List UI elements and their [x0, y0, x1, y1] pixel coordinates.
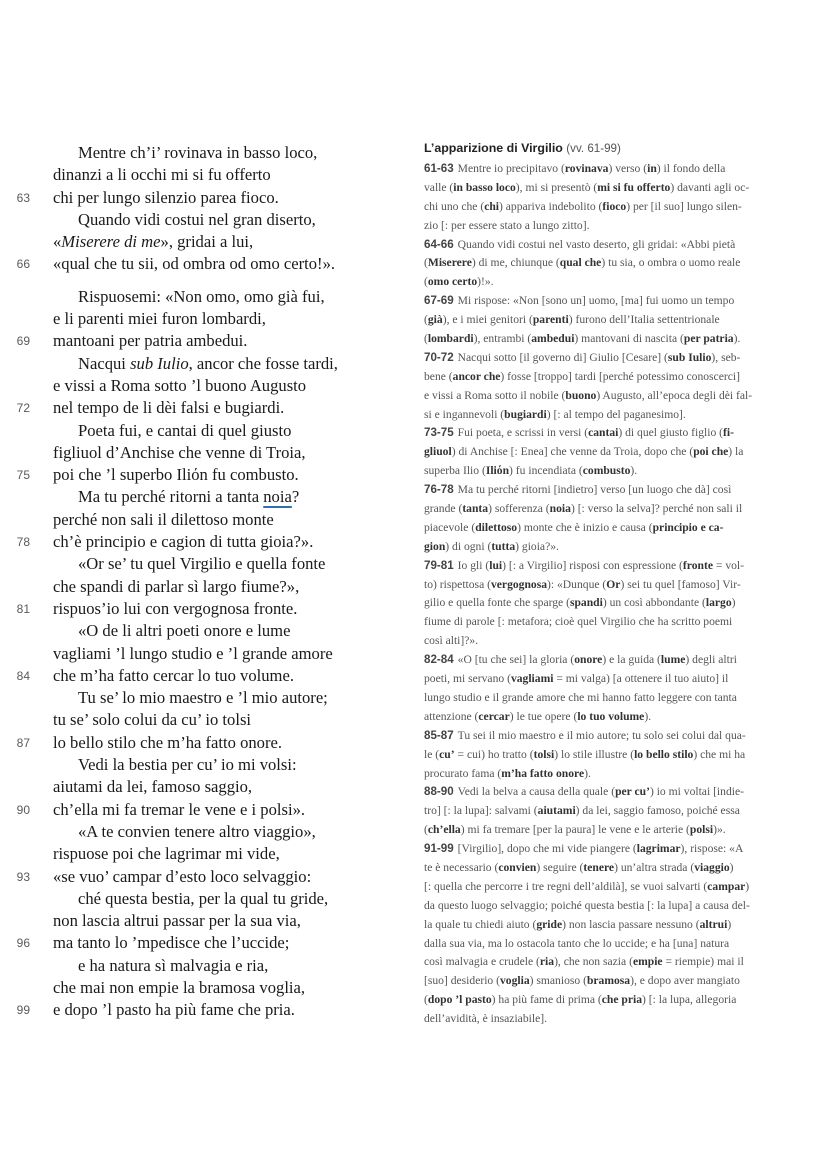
commentary-text: [Virgilio], dopo che mi vide piangere (lagrimar), rispose: «A: [457, 842, 744, 856]
verse-text: ché questa bestia, per la qual tu gride,: [78, 888, 329, 908]
commentary-blocks: [424, 160, 820, 1029]
verse-line: [0, 732, 400, 754]
verse-number: 81: [16, 601, 30, 616]
commentary-block: [424, 557, 820, 651]
verse-line: [0, 977, 400, 999]
commentary-verse-ref: 79-81: [424, 558, 454, 572]
verse-text: figliuol d’Anchise che venne di Troia,: [53, 442, 306, 462]
glossed-term: Or: [606, 577, 621, 591]
verse-line: [0, 999, 400, 1021]
commentary-line: [424, 443, 820, 462]
verse-text: «A te convien tenere altro viaggio»,: [78, 821, 316, 841]
commentary-verse-ref: 76-78: [424, 483, 454, 497]
verse-text-part: «: [53, 232, 62, 252]
commentary-text: chi uno che (chi) appariva indebolito (fioco) per [il suo] lungo silen-: [424, 199, 742, 213]
commentary-text: Vedi la belva a causa della quale (per cu’) io mi voltai [indie-: [457, 785, 744, 799]
commentary-line: [424, 840, 820, 859]
verse-line: [0, 509, 400, 531]
glossed-term: in basso loco: [453, 180, 516, 194]
verse-line: [0, 231, 400, 253]
commentary-block: [424, 349, 820, 425]
verse-line: [0, 843, 400, 865]
verse-number: 75: [16, 468, 30, 483]
glossed-term: per cu’: [615, 785, 650, 799]
glossed-term: bugiardi: [504, 407, 547, 421]
commentary-text: gilio e quella fonte che sparge (spandi) un così abbondante (largo): [424, 596, 736, 610]
verse-text: ch’è principio e cagion di tutta gioia?».: [53, 532, 314, 552]
commentary-line: [424, 198, 820, 217]
commentary-text: «O [tu che sei] la gloria (onore) e la guida (lume) degli altri: [457, 653, 737, 667]
commentary-text: (lombardi), entrambi (ambedui) mantovani di nascita (per patria).: [424, 332, 741, 346]
commentary-block: [424, 481, 820, 557]
glossed-term: cu’: [439, 747, 455, 761]
verse-text: [53, 231, 253, 253]
verse-line: [0, 531, 400, 553]
commentary-line: [424, 802, 820, 821]
verse-text: rispuos’io lui con vergognosa fronte.: [53, 598, 298, 618]
commentary-block: [424, 651, 820, 727]
verse-line: [0, 420, 400, 442]
glossed-term: in: [647, 162, 657, 175]
verse-text: «se vuo’ campar d’esto loco selvaggio:: [53, 866, 312, 886]
commentary-line: [424, 462, 820, 481]
commentary-text: procurato fama (m’ha fatto onore).: [424, 766, 591, 780]
glossed-term: spandi: [569, 596, 603, 610]
verse-text-part: Nacqui: [78, 353, 131, 373]
glossed-term: sub Iulio: [667, 350, 712, 364]
commentary-line: [424, 670, 820, 689]
glossed-term: tutta: [491, 539, 516, 553]
glossed-term: convien: [498, 860, 537, 874]
commentary-text: (ch’ella) mi fa tremare [per la paura] le vene e le arterie (polsi)».: [424, 823, 726, 837]
verse-text: [53, 486, 299, 508]
verse-number: 78: [16, 535, 30, 550]
glossed-term: fioco: [602, 199, 627, 213]
commentary-line: [424, 519, 820, 538]
commentary-verse-ref: 67-69: [424, 294, 454, 308]
commentary-text: così malvagia e crudele (ria), che non sazia (empie = riempie) mai il: [424, 955, 744, 969]
verse-text: nel tempo de li dèi falsi e bugiardi.: [53, 398, 285, 418]
commentary-text: Mentre io precipitavo (rovinava) verso (in) il fondo della: [457, 162, 726, 175]
glossed-term: viaggio: [694, 860, 730, 874]
commentary-line: [424, 1010, 820, 1029]
commentary-line: [424, 916, 820, 935]
commentary-text: (Miserere) di me, chiunque (qual che) tu sia, o ombra o uomo reale: [424, 256, 741, 270]
commentary-text: piacevole (dilettoso) monte che è inizio e causa (principio e ca-: [424, 520, 724, 534]
commentary-line: [424, 859, 820, 878]
commentary-block: [424, 424, 820, 481]
verse-number: 96: [16, 936, 30, 951]
verse-number: 99: [16, 1003, 30, 1018]
commentary-line: [424, 179, 820, 198]
commentary-line: [424, 330, 820, 349]
verse-line: [0, 955, 400, 977]
commentary-text: gliuol) di Anchise [: Enea] che venne da Troia, dopo che (poi che) la: [424, 445, 744, 459]
glossed-term: gliuol: [424, 445, 452, 459]
glossed-term: ambedui: [531, 332, 575, 346]
verse-text: mantoani per patria ambedui.: [53, 331, 248, 351]
verse-text-part: », gridai a lui,: [160, 232, 254, 252]
verse-text: non lascia altrui passar per la sua via,: [53, 911, 301, 931]
glossed-term: principio e ca-: [652, 520, 724, 534]
commentary-verse-ref: 70-72: [424, 350, 454, 364]
glossed-term: cercar: [478, 709, 510, 723]
verse-text: Rispuosemi: «Non omo, omo già fui,: [78, 286, 325, 306]
commentary-column: [424, 138, 820, 1029]
commentary-line: [424, 613, 820, 632]
commentary-line: [424, 935, 820, 954]
verse-line: [0, 486, 400, 508]
verse-italic-latin: Miserere di me: [61, 232, 161, 252]
verse-text: perché non sali il dilettoso monte: [53, 509, 274, 529]
verse-line: [0, 643, 400, 665]
verse-line: [0, 799, 400, 821]
verse-number: 69: [16, 334, 30, 349]
verse-number: 72: [16, 401, 30, 416]
verse-text: ch’ella mi fa tremar le vene e i polsi».: [53, 799, 306, 819]
verse-text: e li parenti miei furon lombardi,: [53, 309, 266, 329]
verse-text: Tu se’ lo mio maestro e ’l mio autore;: [78, 688, 328, 708]
glossed-term: m’ha fatto onore: [501, 766, 585, 780]
commentary-text: fiume di parole [: metafora; cioè quel Virgilio che ha scritto poemi: [424, 615, 733, 629]
verse-line: [0, 754, 400, 776]
glossed-term: per patria: [683, 332, 734, 346]
glossed-term: lo bello stilo: [634, 747, 694, 761]
glossed-term: ancor che: [452, 369, 501, 383]
commentary-line: [424, 765, 820, 784]
verse-line: [0, 375, 400, 397]
verse-number: 93: [16, 869, 30, 884]
glossed-term: già: [427, 313, 443, 327]
commentary-text: Fui poeta, e scrissi in versi (cantai) di quel giusto figlio (fi-: [457, 426, 734, 440]
commentary-line: [424, 727, 820, 746]
commentary-text: Quando vidi costui nel vasto deserto, gli gridai: «Abbi pietà: [457, 237, 736, 251]
commentary-text: Mi rispose: «Non [sono un] uomo, [ma] fui uomo un tempo: [457, 294, 735, 308]
commentary-line: [424, 632, 820, 651]
verse-line: [0, 397, 400, 419]
verse-number: 87: [16, 735, 30, 750]
verse-line: [0, 888, 400, 910]
glossed-term: fi-: [723, 426, 734, 440]
verse-text: poi che ’l superbo Iliόn fu combusto.: [53, 465, 299, 485]
glossed-term: empie: [632, 955, 663, 969]
glossed-term: rovinava: [564, 162, 609, 175]
verse-line: [0, 776, 400, 798]
glossed-term: omo certo: [427, 275, 478, 289]
commentary-text: la quale tu chiedi aiuto (gride) non lascia passare nessuno (altrui): [424, 917, 732, 931]
verse-line: [0, 665, 400, 687]
glossed-term: onore: [574, 653, 603, 667]
commentary-verse-ref: 85-87: [424, 728, 454, 742]
verse-line: [0, 286, 400, 308]
commentary-line: [424, 783, 820, 802]
verse-line: [0, 821, 400, 843]
commentary-text: superba Ilio (Iliόn) fu incendiata (combusto).: [424, 464, 638, 478]
commentary-line: [424, 481, 820, 500]
commentary-text: Nacqui sotto [il governo di] Giulio [Cesare] (sub Iulio), seb-: [457, 350, 741, 364]
commentary-line: [424, 689, 820, 708]
commentary-text: te è necessario (convien) seguire (tenere) un’altra strada (viaggio): [424, 860, 734, 874]
commentary-text: [suo] desiderio (voglia) smanioso (bramosa), e dopo aver mangiato: [424, 974, 740, 988]
commentary-heading: L’apparizione di Virgilio: [424, 141, 563, 155]
verse-text: dinanzi a li occhi mi si fu offerto: [53, 165, 271, 185]
commentary-text: zio [: per essere stato a lungo zitto].: [424, 218, 590, 232]
commentary-text: valle (in basso loco), mi si presentò (mi si fu offerto) davanti agli oc-: [424, 180, 750, 194]
verse-line: [0, 709, 400, 731]
commentary-line: [424, 217, 820, 236]
glossed-term: lagrimar: [636, 842, 681, 856]
verse-line: [0, 142, 400, 164]
commentary-line: [424, 311, 820, 330]
commentary-text: attenzione (cercar) le tue opere (lo tuo volume).: [424, 709, 652, 723]
glossed-term: vagliami: [510, 672, 554, 686]
verse-text: vagliami ’l lungo studio e ’l grande amore: [53, 643, 333, 663]
verse-line: [0, 253, 400, 275]
verse-number: 90: [16, 802, 30, 817]
commentary-block: [424, 783, 820, 840]
glossed-term: bramosa: [586, 974, 631, 988]
verse-number: 63: [16, 190, 30, 205]
commentary-block: [424, 727, 820, 784]
commentary-text: gion) di ogni (tutta) gioia?».: [424, 539, 559, 553]
commentary-text: bene (ancor che) fosse [troppo] tardi [perché potessimo conoscerci]: [424, 369, 740, 383]
verse-line: [0, 687, 400, 709]
verse-text: «Or se’ tu quel Virgilio e quella fonte: [78, 554, 326, 574]
glossed-term: qual che: [559, 256, 602, 270]
commentary-line: [424, 406, 820, 425]
verse-line: [0, 353, 400, 375]
commentary-text: Tu sei il mio maestro e il mio autore; tu solo sei colui dal qua-: [457, 728, 746, 742]
commentary-text: le (cu’ = cui) ho tratto (tolsi) lo stile illustre (lo bello stilo) che mi ha: [424, 747, 746, 761]
verse-text: che m’ha fatto cercar lo tuo volume.: [53, 665, 294, 685]
commentary-text: e vissi a Roma sotto il nobile (buono) Augusto, all’epoca degli dèi fal-: [424, 388, 753, 402]
commentary-verse-ref: 64-66: [424, 237, 454, 251]
commentary-verse-ref: 73-75: [424, 426, 454, 440]
verse-text: e dopo ’l pasto ha più fame che pria.: [53, 1000, 295, 1020]
glossed-term: dopo ’l pasto: [427, 993, 492, 1007]
poem-stanza: [0, 142, 400, 276]
verse-text: Quando vidi costui nel gran diserto,: [78, 209, 316, 229]
commentary-text: poeti, mi servano (vagliami = mi valga) [a ottenere il tuo aiuto] il: [424, 672, 729, 686]
verse-text: Mentre ch’i’ rovinava in basso loco,: [78, 143, 318, 162]
verse-line: [0, 164, 400, 186]
verse-italic-latin: sub Iulio: [130, 353, 189, 373]
glossed-term: largo: [705, 596, 732, 610]
commentary-text: (omo certo)!».: [424, 275, 494, 289]
verse-text: e ha natura sì malvagia e ria,: [78, 955, 269, 975]
glossed-term: lume: [660, 653, 686, 667]
verse-text: «O de li altri poeti onore e lume: [78, 621, 291, 641]
verse-number: 66: [16, 257, 30, 272]
glossed-term: lo tuo volume: [577, 709, 645, 723]
commentary-block: [424, 160, 820, 236]
commentary-line: [424, 594, 820, 613]
glossed-term: parenti: [532, 313, 569, 327]
commentary-verse-range: (vv. 61-99): [566, 142, 621, 155]
commentary-line: [424, 991, 820, 1010]
verse-text: Vedi la bestia per cu’ io mi volsi:: [78, 755, 297, 775]
verse-text-part: Ma tu perché ritorni a tanta: [78, 487, 264, 507]
verse-line: [0, 330, 400, 352]
commentary-block: [424, 236, 820, 293]
commentary-text: Io gli (lui) [: a Virgilio] risposi con espressione (fronte = vol-: [457, 558, 744, 572]
commentary-line: [424, 821, 820, 840]
commentary-line: [424, 236, 820, 255]
verse-text: rispuose poi che lagrimar mi vide,: [53, 844, 280, 864]
verse-number: 84: [16, 668, 30, 683]
glossed-term: altrui: [699, 917, 728, 931]
commentary-line: [424, 292, 820, 311]
commentary-line: [424, 746, 820, 765]
verse-line: [0, 464, 400, 486]
commentary-text: dalla sua via, ma lo ostacola tanto che lo uccide; e ha [una] natura: [424, 936, 730, 950]
glossed-term: buono: [565, 388, 597, 402]
verse-line: [0, 932, 400, 954]
commentary-verse-ref: 91-99: [424, 842, 454, 856]
verse-line: [0, 620, 400, 642]
commentary-line: [424, 878, 820, 897]
glossed-term: Miserere: [427, 256, 472, 270]
verse-text: lo bello stilo che m’ha fatto onore.: [53, 732, 283, 752]
commentary-text: to) rispettosa (vergognosa): «Dunque (Or) sei tu quel [famoso] Vir-: [424, 577, 741, 591]
verse-line: [0, 442, 400, 464]
verse-text: [53, 353, 338, 375]
glossed-term: tolsi: [533, 747, 555, 761]
glossed-term: dilettoso: [475, 520, 518, 534]
glossed-term: Iliόn: [485, 464, 510, 478]
glossed-term: gride: [536, 917, 563, 931]
verse-text-part: , ancor che fosse tardi,: [188, 353, 338, 373]
glossed-term: polsi: [689, 823, 714, 837]
glossed-term: campar: [707, 879, 746, 893]
glossed-term: gion: [424, 539, 446, 553]
commentary-line: [424, 557, 820, 576]
verse-line: [0, 553, 400, 575]
commentary-text: [: quella che percorre i tre regni dell’aldilà], se vuoi salvarti (campar): [424, 879, 750, 893]
verse-line: [0, 187, 400, 209]
glossed-term: cantai: [588, 426, 619, 440]
commentary-text: tro] [: la lupa]: salvami (aiutami) da lei, saggio famoso, poiché essa: [424, 804, 740, 818]
commentary-line: [424, 972, 820, 991]
verse-text: e vissi a Roma sotto ’l buono Augusto: [53, 375, 307, 395]
verse-text: Poeta fui, e cantai di quel giusto: [78, 420, 292, 440]
commentary-text: così alti]?».: [424, 634, 479, 648]
glossed-term: poi che: [693, 445, 729, 459]
commentary-line: [424, 349, 820, 368]
commentary-title: [424, 138, 820, 159]
commentary-block: [424, 840, 820, 1029]
commentary-line: [424, 576, 820, 595]
commentary-line: [424, 160, 820, 179]
commentary-text: lungo studio e il grande amore che mi hanno fatto leggere con tanta: [424, 690, 737, 704]
commentary-text: si e ingannevoli (bugiardi) [: al tempo del paganesimo].: [424, 407, 686, 421]
underlined-word: noia: [263, 487, 292, 507]
commentary-block: [424, 292, 820, 349]
commentary-line: [424, 424, 820, 443]
verse-line: [0, 910, 400, 932]
commentary-text: grande (tanta) sofferenza (noia) [: verso la selva]? perché non sali il: [424, 502, 743, 516]
commentary-line: [424, 708, 820, 727]
commentary-line: [424, 387, 820, 406]
glossed-term: aiutami: [537, 804, 576, 818]
glossed-term: ch’ella: [427, 823, 461, 837]
verse-line: [0, 576, 400, 598]
commentary-verse-ref: 61-63: [424, 162, 454, 175]
commentary-line: [424, 254, 820, 273]
glossed-term: che pria: [601, 993, 643, 1007]
commentary-line: [424, 273, 820, 292]
glossed-term: combusto: [582, 464, 631, 478]
poem-stanza: [0, 286, 400, 1022]
glossed-term: noia: [549, 502, 571, 516]
glossed-term: ria: [539, 955, 555, 969]
glossed-term: vergognosa: [490, 577, 548, 591]
glossed-term: lombardi: [427, 332, 474, 346]
glossed-term: fronte: [682, 558, 713, 572]
glossed-term: mi si fu offerto: [597, 180, 671, 194]
verse-text: tu se’ solo colui da cu’ io tolsi: [53, 710, 252, 730]
verse-text: chi per lungo silenzio parea fioco.: [53, 187, 279, 207]
commentary-line: [424, 897, 820, 916]
commentary-text: dell’avidità, è insaziabile].: [424, 1012, 547, 1026]
poem-column: [0, 142, 400, 1032]
commentary-line: [424, 500, 820, 519]
glossed-term: chi: [484, 199, 500, 213]
commentary-text: Ma tu perché ritorni [indietro] verso [un luogo che dà] così: [457, 483, 732, 497]
commentary-verse-ref: 82-84: [424, 653, 454, 667]
glossed-term: voglia: [499, 974, 530, 988]
verse-text-part: ?: [291, 487, 300, 507]
commentary-verse-ref: 88-90: [424, 785, 454, 799]
verse-text: ma tanto lo ’mpedisce che l’uccide;: [53, 933, 290, 953]
commentary-line: [424, 368, 820, 387]
commentary-line: [424, 651, 820, 670]
verse-line: [0, 598, 400, 620]
verse-line: [0, 866, 400, 888]
commentary-text: (dopo ’l pasto) ha più fame di prima (che pria) [: la lupa, allegoria: [424, 993, 737, 1007]
verse-text: che mai non empie la bramosa voglia,: [53, 977, 306, 997]
commentary-text: da questo luogo selvaggio; poiché questa bestia [: la lupa] a causa del-: [424, 898, 750, 912]
commentary-text: (già), e i miei genitori (parenti) furono dell’Italia settentrionale: [424, 313, 720, 327]
commentary-line: [424, 953, 820, 972]
glossed-term: tanta: [462, 502, 489, 516]
glossed-term: lui: [489, 558, 503, 572]
verse-line: [0, 308, 400, 330]
glossed-term: tenere: [583, 860, 615, 874]
verse-text: «qual che tu sii, od ombra od omo certo!».: [53, 254, 336, 274]
verse-text: aiutami da lei, famoso saggio,: [53, 777, 253, 797]
verse-text: che spandi di parlar sì largo fiume?»,: [53, 576, 300, 596]
verse-line: [0, 209, 400, 231]
commentary-line: [424, 538, 820, 557]
